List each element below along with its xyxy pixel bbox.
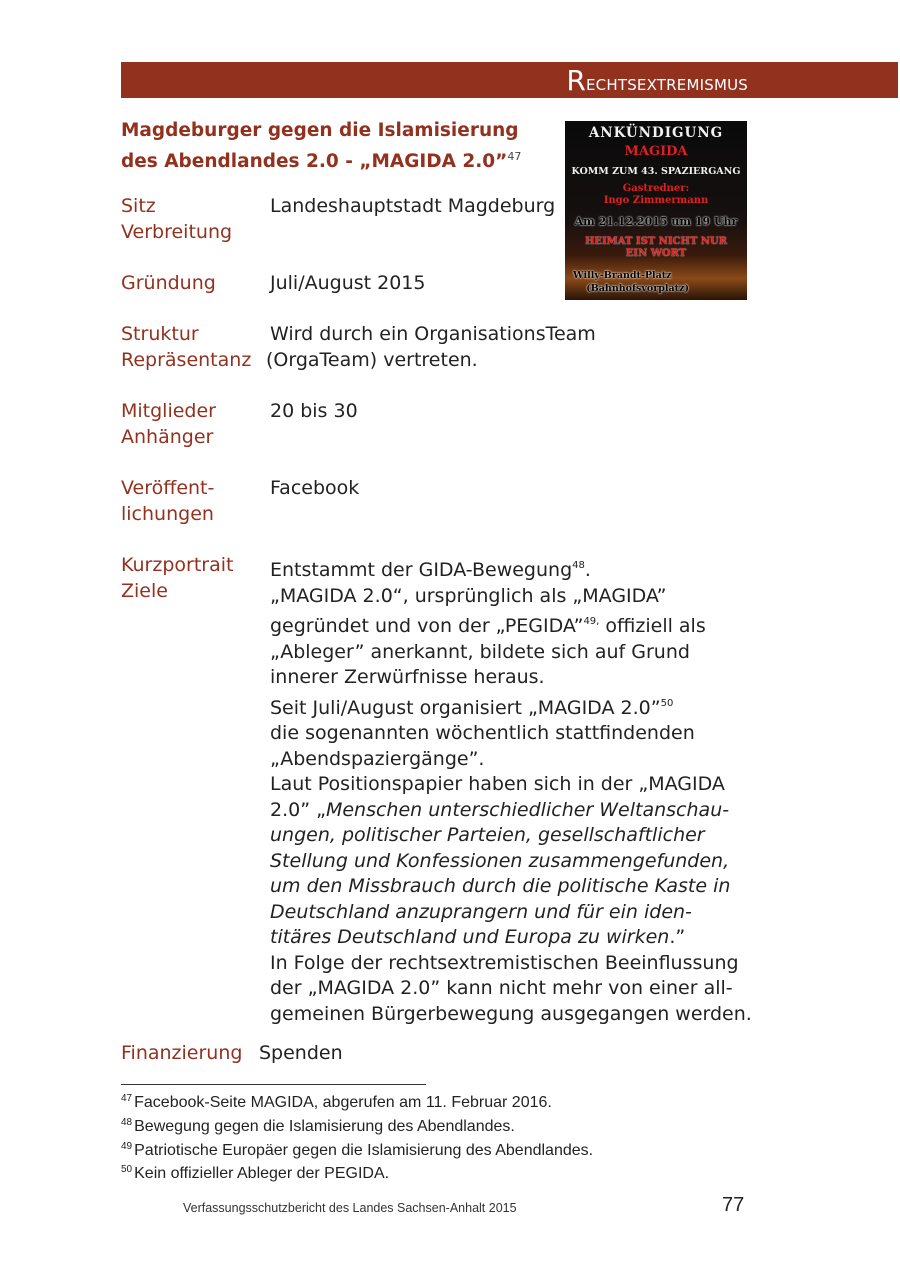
value-sitz: Landeshauptstadt Magdeburg xyxy=(270,195,556,217)
footnote-48: $^{48}$ Bewegung gegen die Islamisierung des Abendlandes. xyxy=(121,1117,515,1135)
label-gruendung: Gründung xyxy=(121,272,216,294)
footnote-49: $^{49}$ Patriotische Europäer gegen die Islamisierung des Abendlandes. xyxy=(121,1141,594,1159)
value-gruendung: Juli/August 2015 xyxy=(270,272,426,294)
page-footer: Verfassungsschutzbericht des Landes Sachsen-Anhalt 2015 xyxy=(183,1201,517,1215)
value-finanzierung: Spenden xyxy=(259,1042,343,1064)
section-title: Rechtsextremismus xyxy=(566,64,748,97)
label-struktur: Struktur Repräsentanz xyxy=(121,323,252,371)
page-number: 77 xyxy=(722,1194,745,1216)
section-header-bar xyxy=(121,62,898,98)
value-mitglieder: 20 bis 30 xyxy=(270,400,358,422)
organization-title: Magdeburger gegen die Islamisierung des Abendlandes 2.0 - „MAGIDA 2.0”$^{47}$ xyxy=(121,120,522,172)
footnote-50: $^{50}$ Kein offizieller Ableger der PEGIDA. xyxy=(121,1164,390,1182)
label-finanzierung: Finanzierung xyxy=(121,1042,243,1064)
label-veroeffentlichungen: Veröffent- lichungen xyxy=(121,477,215,525)
footnote-47: $^{47}$ Facebook-Seite MAGIDA, abgerufen am 11. Februar 2016. xyxy=(121,1093,552,1111)
label-mitglieder: Mitglieder Anhänger xyxy=(121,400,216,448)
magida-announcement-poster: ANKÜNDIGUNG MAGIDA KOMM ZUM 43. SPAZIERGANG Gastredner: Ingo Zimmermann Am 21.12.2015 um 19 Uhr HEIMAT IST NICHT NUR EIN WORT Willy-Brandt-Platz (Bahnhofsvorplatz) xyxy=(565,121,747,300)
value-veroeffentlichungen: Facebook xyxy=(270,477,360,499)
label-sitz: Sitz Verbreitung xyxy=(121,195,233,243)
footnote-ref: 47 xyxy=(507,150,522,163)
value-struktur: Wird durch ein OrganisationsTeam (OrgaTeam) vertreten. xyxy=(266,323,596,371)
label-kurzportrait: Kurzportrait Ziele xyxy=(121,554,234,602)
footnote-divider xyxy=(121,1084,426,1085)
value-kurzportrait: Entstammt der GIDA-Bewegung$^{48}$. „MAGIDA 2.0“, ursprünglich als „MAGIDA” gegründet und von der „PEGIDA”$^{49,}$ offiziell als „Ableger” anerkannt, bildete sich auf Grund innerer Zerwürfnisse heraus. Seit Juli/August organisiert „MAGIDA 2.0”$^{50}$ die sogenannten wöchentlich stattfindenden „Abendspaziergänge”. Laut Positionspapier haben sich in der „MAGIDA 2.0” „Menschen unterschiedlicher Weltanschau- ungen, politischer Parteien, gesellschaftlicher Stellung und Konfessionen zusammengefunden, um den Missbrauch durch die politische Kaste in Deutschland anzuprangern und für ein iden- titäres Deutschland und Europa zu wirken.” In Folge der rechtsextremistischen Beeinflussung der „MAGIDA 2.0” kann nicht mehr von einer all- gemeinen Bürgerbewegung ausgegangen werden. xyxy=(270,559,752,1025)
